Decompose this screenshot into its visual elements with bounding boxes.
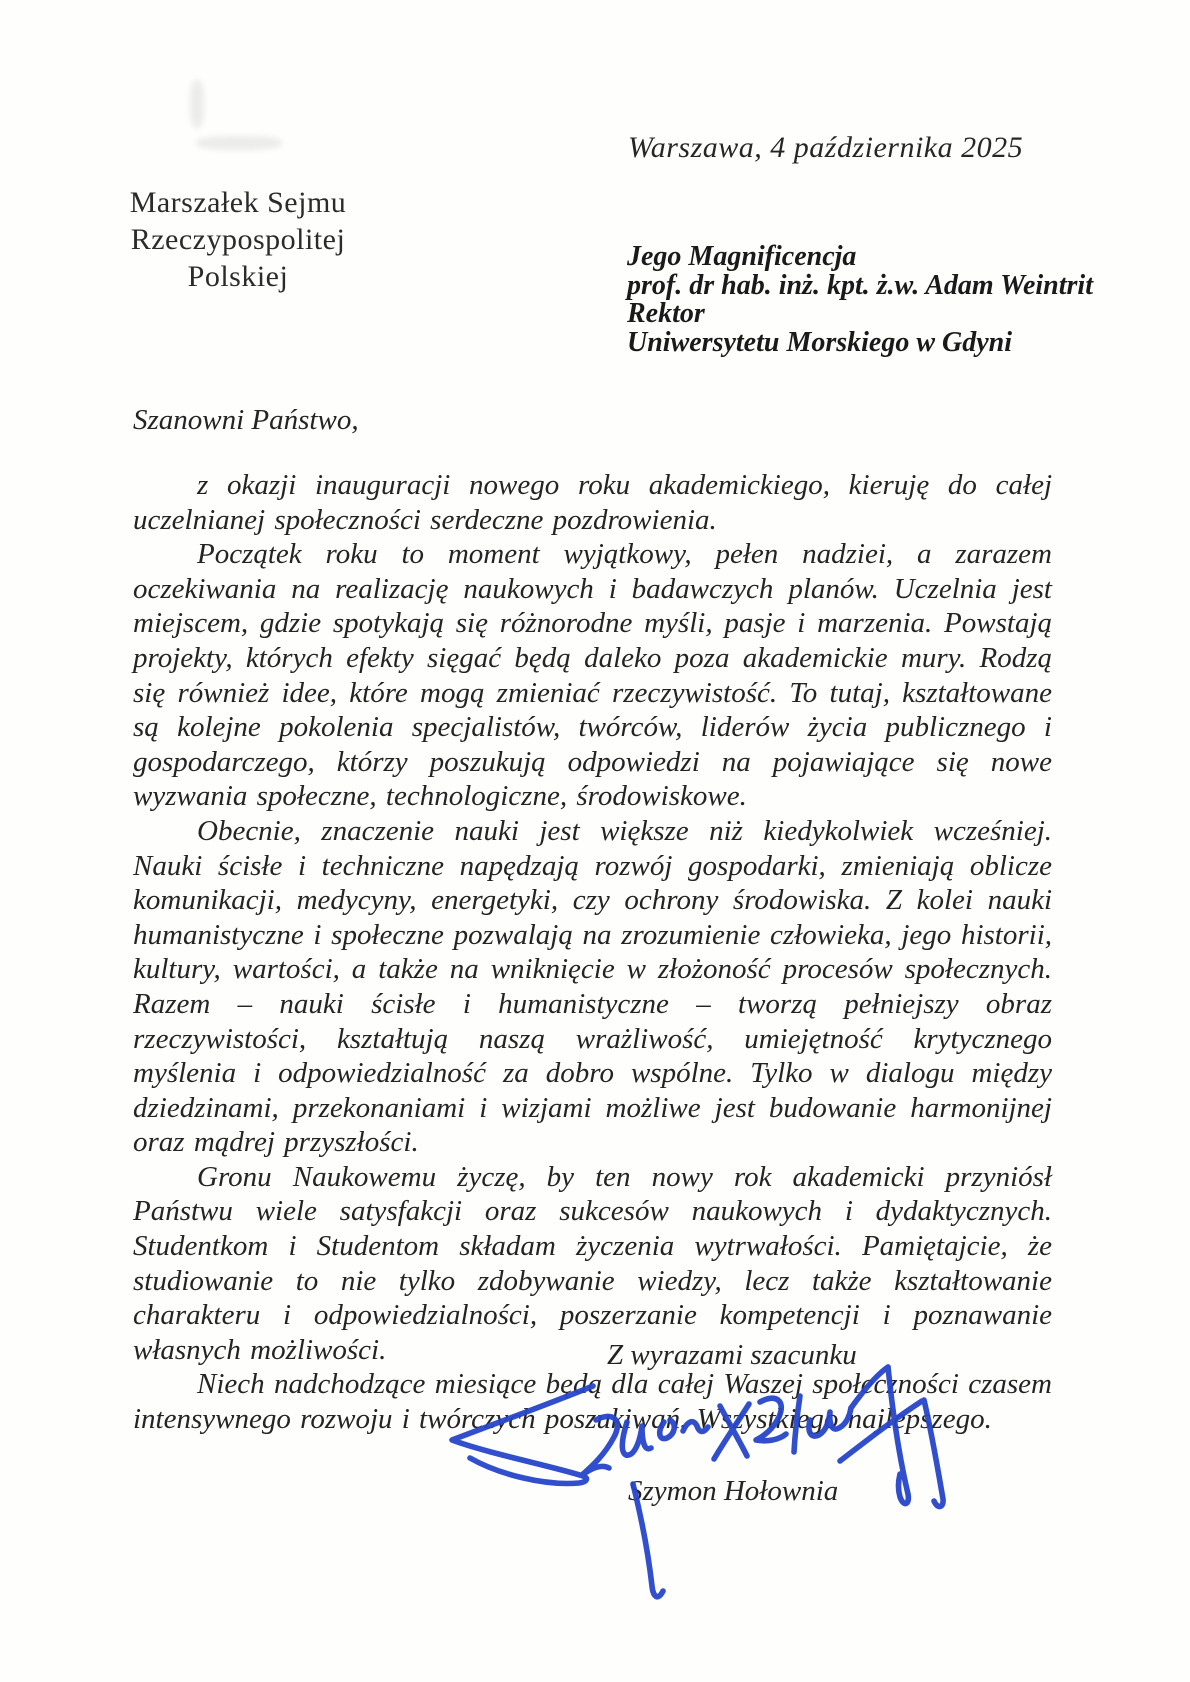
recipient-address (627, 243, 1093, 357)
paragraph-1: z okazji inauguracji nowego roku akademickiego, kieruję do całej uczelnianej społeczności serdeczne pozdrowienia. (133, 469, 1052, 536)
paragraph-3: Obecnie, znaczenie nauki jest większe niż kiedykolwiek wcześniej. Nauki ścisłe i techniczne napędzają rozwój gospodarki, zmieniają oblicze komunikacji, medycyny, energetyki, czy ochrony środowiska. Z kolei nauki humanistyczne i społeczne pozwalają na zrozumienie człowieka, jego historii, kultury, wartości, a także na wniknięcie w złożoność procesów społecznych. Razem – nauki ścisłe i humanistyczne – tworzą pełniejszy obraz rzeczywistości, kształtują naszą wrażliwość, umiejętność krytycznego myślenia i odpowiedzialność za dobro wspólne. Tylko w dialogu między dziedzinami, przekonaniami i wizjami możliwe jest budowanie harmonijnej oraz mądrej przyszłości. (133, 814, 1052, 1159)
salutation: Szanowni Państwo, (133, 404, 359, 436)
paragraph-2: Początek roku to moment wyjątkowy, pełen nadziei, a zarazem oczekiwania na realizację naukowych i badawczych planów. Uczelnia jest miejscem, gdzie spotykają się różnorodne myśli, pasje i marzenia. Powstają projekty, których efekty sięgać będą daleko poza akademickie mury. Rodzą się również idee, które mogą zmieniać rzeczywistość. To tutaj, kształtowane są kolejne pokolenia specjalistów, twórców, liderów życia publicznego i gospodarczego, którzy poszukują odpowiedzi na pojawiające się nowe wyzwania społeczne, technologiczne, środowiskowe. (133, 538, 1052, 813)
sender-title-line1: Marszałek Sejmu (129, 186, 347, 219)
signatory-name: Szymon Hołownia (628, 1475, 839, 1507)
paragraph-5: Niech nadchodzące miesiące będą dla całej Waszej społeczności czasem intensywnego rozwoju i twórczych poszukiwań. Wszystkiego najlepszego. (133, 1368, 1052, 1436)
letter-body (133, 468, 1052, 1437)
recipient-name: prof. dr hab. inż. kpt. ż.w. Adam Weintrit (627, 269, 1093, 301)
letterhead-sender (92, 184, 384, 295)
recipient-position: Rektor (627, 298, 705, 329)
sender-title-line2: Rzeczypospolitej Polskiej (130, 223, 346, 293)
scan-artifact (190, 80, 204, 128)
scan-artifact (196, 136, 282, 150)
recipient-institution: Uniwersytetu Morskiego w Gdyni (627, 326, 1013, 358)
closing-formula: Z wyrazami szacunku (607, 1339, 857, 1371)
recipient-honorific: Jego Magnificencja (627, 241, 857, 272)
place-and-date: Warszawa, 4 października 2025 (628, 131, 1024, 164)
paragraph-4: Gronu Naukowemu życzę, by ten nowy rok akademicki przyniósł Państwu wiele satysfakcji oraz sukcesów naukowych i dydaktycznych. Studentkom i Studentom składam życzenia wytrwałości. Pamiętajcie, że studiowanie to nie tylko zdobywanie wiedzy, lecz także kształtowanie charakteru i odpowiedzialności, poszerzanie kompetencji i poznawanie własnych możliwości. (133, 1160, 1052, 1366)
